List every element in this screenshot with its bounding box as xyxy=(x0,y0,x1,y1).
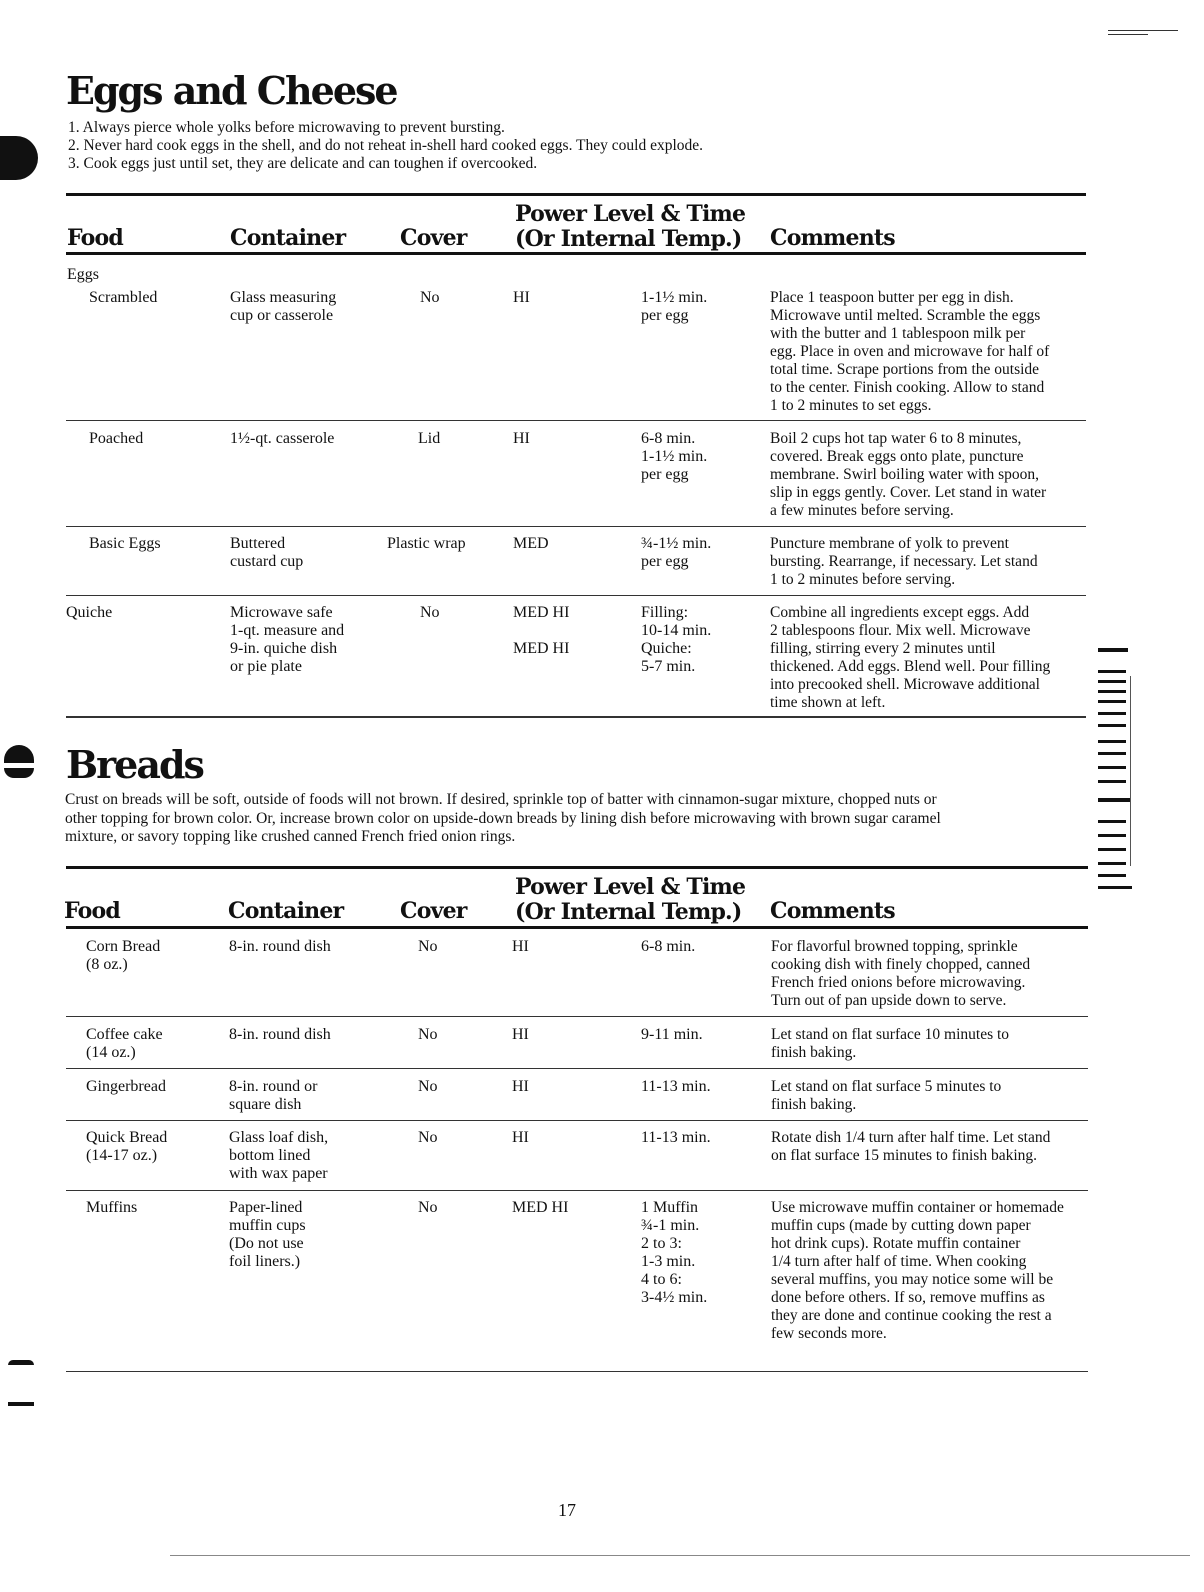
row-comments: Let stand on flat surface 5 minutes to finish baking. xyxy=(771,1078,1002,1113)
breads-header-power xyxy=(515,875,745,925)
row-cover: No xyxy=(418,938,438,955)
row-container: Glass loaf dish, bottom lined with wax paper xyxy=(229,1129,329,1182)
row-container: Glass measuring cup or casserole xyxy=(230,289,337,324)
row-comments: Boil 2 cups hot tap water 6 to 8 minutes, covered. Break eggs onto plate, puncture membrane. Swirl boiling water with spoon, slip in eggs gently. Cover. Let stand in water a few minutes before serving. xyxy=(770,430,1047,519)
row-food: Scrambled xyxy=(89,289,158,306)
eggs-header-cover: Cover xyxy=(400,225,467,251)
row-container: 8-in. round or square dish xyxy=(229,1078,318,1113)
row-container: 8-in. round dish xyxy=(229,1026,331,1043)
row-divider xyxy=(66,1016,1088,1017)
note-item: 3. Cook eggs just until set, they are delicate and can toughen if overcooked. xyxy=(68,155,538,172)
breads-header-food: Food xyxy=(64,898,120,924)
row-food: Muffins xyxy=(86,1199,138,1216)
eggs-header-power xyxy=(515,202,745,252)
binder-hole-middle xyxy=(4,745,34,793)
row-power: HI xyxy=(513,430,530,447)
row-cover: No xyxy=(418,1199,438,1216)
row-divider xyxy=(66,595,1086,596)
breads-header-cover: Cover xyxy=(400,898,467,924)
breads-header-comments: Comments xyxy=(770,898,895,924)
page-number: 17 xyxy=(558,1500,576,1520)
corner-mark-2 xyxy=(1108,34,1148,35)
row-comments: Puncture membrane of yolk to prevent bursting. Rearrange, if necessary. Let stand 1 to 2 minutes before serving. xyxy=(770,535,1038,588)
row-container: Microwave safe 1-qt. measure and 9-in. quiche dish or pie plate xyxy=(230,604,345,675)
row-cover: No xyxy=(420,289,440,306)
row-cover: No xyxy=(418,1129,438,1146)
eggs-header-food: Food xyxy=(67,225,123,251)
eggs-header-container: Container xyxy=(230,225,346,251)
row-comments: Combine all ingredients except eggs. Add 2 tablespoons flour. Mix well. Microwave filling, stirring every 2 minutes until thickened. Add eggs. Blend well. Pour filling into precooked shell. Microwave additional time shown at left. xyxy=(770,604,1051,711)
note-item: 1. Always pierce whole yolks before microwaving to prevent bursting. xyxy=(68,119,505,136)
breads-section-title: Breads xyxy=(66,742,203,787)
header-power-line2: (Or Internal Temp.) xyxy=(515,226,742,252)
eggs-table-top-rule xyxy=(66,193,1086,196)
row-comments: For flavorful browned topping, sprinkle cooking dish with finely chopped, canned French fried onions before microwaving. Turn out of pan upside down to serve. xyxy=(771,938,1031,1009)
header-power-line1: Power Level & Time xyxy=(515,201,746,227)
row-divider xyxy=(66,1068,1088,1069)
row-time: 6-8 min. xyxy=(641,938,696,955)
row-comments: Rotate dish 1/4 turn after half time. Let stand on flat surface 15 minutes to finish baking. xyxy=(771,1129,1051,1164)
row-cover: No xyxy=(420,604,440,621)
row-comments: Let stand on flat surface 10 minutes to finish baking. xyxy=(771,1026,1010,1061)
row-cover: Lid xyxy=(418,430,441,447)
row-power: HI xyxy=(512,938,529,955)
eggs-header-rule xyxy=(66,252,1086,255)
row-food: Coffee cake (14 oz.) xyxy=(86,1026,163,1061)
row-time: 1-1½ min. per egg xyxy=(641,289,708,324)
row-container: 1½-qt. casserole xyxy=(230,430,335,447)
corner-mark xyxy=(1108,30,1178,31)
row-comments: Place 1 teaspoon butter per egg in dish. Microwave until melted. Scramble the eggs with the butter and 1 tablespoon milk per egg. Place in oven and microwave for half of total time. Scrape portions from the outside to the center. Finish cooking. Allow to stand 1 to 2 minutes to set eggs. xyxy=(770,289,1050,414)
row-divider xyxy=(66,1190,1088,1191)
binder-mark-bottom xyxy=(8,1360,34,1408)
breads-table-bottom-rule xyxy=(66,1371,1088,1372)
page-bottom-rule xyxy=(170,1555,1190,1556)
eggs-table-bottom-rule xyxy=(66,716,1086,718)
row-cover: No xyxy=(418,1078,438,1095)
row-power: HI xyxy=(513,289,530,306)
index-tabs xyxy=(1098,648,1158,893)
row-time: 11-13 min. xyxy=(641,1078,711,1095)
row-container: 8-in. round dish xyxy=(229,938,331,955)
row-time: Filling: 10-14 min. Quiche: 5-7 min. xyxy=(641,604,712,675)
row-power: MED xyxy=(513,535,549,552)
eggs-group-label: Eggs xyxy=(67,266,99,283)
row-cover: Plastic wrap xyxy=(387,535,466,552)
breads-intro: Crust on breads will be soft, outside of foods will not brown. If desired, sprinkle top of batter with cinnamon-sugar mixture, chopped nuts or other topping for brown color. Or, increase brown color on upside-down breads by lining dish before microwaving with brown sugar caramel mixture, or savory topping like crushed canned French fried onion rings. xyxy=(65,791,941,845)
row-divider xyxy=(66,1120,1088,1121)
binder-hole-top xyxy=(0,136,38,180)
row-cover: No xyxy=(418,1026,438,1043)
row-time: ¾-1½ min. per egg xyxy=(641,535,712,570)
breads-table-top-rule xyxy=(66,866,1088,869)
row-time: 11-13 min. xyxy=(641,1129,711,1146)
row-power: HI xyxy=(512,1026,529,1043)
row-container: Buttered custard cup xyxy=(230,535,304,570)
row-food: Poached xyxy=(89,430,144,447)
row-food: Corn Bread (8 oz.) xyxy=(86,938,161,973)
row-food: Quick Bread (14-17 oz.) xyxy=(86,1129,168,1164)
row-container: Paper-lined muffin cups (Do not use foil liners.) xyxy=(229,1199,306,1270)
header-power-line2: (Or Internal Temp.) xyxy=(515,899,742,925)
breads-header-container: Container xyxy=(228,898,344,924)
row-power: MED HI xyxy=(512,1199,569,1216)
row-power: HI xyxy=(512,1078,529,1095)
row-power: HI xyxy=(512,1129,529,1146)
header-power-line1: Power Level & Time xyxy=(515,874,746,900)
row-power: MED HI MED HI xyxy=(513,604,570,657)
row-time: 9-11 min. xyxy=(641,1026,703,1043)
eggs-notes xyxy=(68,119,703,173)
eggs-section-title: Eggs and Cheese xyxy=(66,68,397,113)
row-time: 6-8 min. 1-1½ min. per egg xyxy=(641,430,708,483)
row-food: Quiche xyxy=(66,604,113,621)
row-divider xyxy=(66,420,1086,421)
row-comments: Use microwave muffin container or homemade muffin cups (made by cutting down paper hot drink cups). Rotate muffin container 1/4 turn after half of time. When cooking several muffins, you may notice some will be done before others. If so, remove muffins as they are done and continue cooking the rest a few seconds more. xyxy=(771,1199,1064,1342)
eggs-header-comments: Comments xyxy=(770,225,895,251)
row-food: Gingerbread xyxy=(86,1078,166,1095)
row-divider xyxy=(66,526,1086,527)
row-time: 1 Muffin ¾-1 min. 2 to 3: 1-3 min. 4 to 6: 3-4½ min. xyxy=(641,1199,708,1306)
row-food: Basic Eggs xyxy=(89,535,161,552)
breads-header-rule xyxy=(66,926,1088,929)
note-item: 2. Never hard cook eggs in the shell, and do not reheat in-shell hard cooked eggs. They could explode. xyxy=(68,137,704,154)
